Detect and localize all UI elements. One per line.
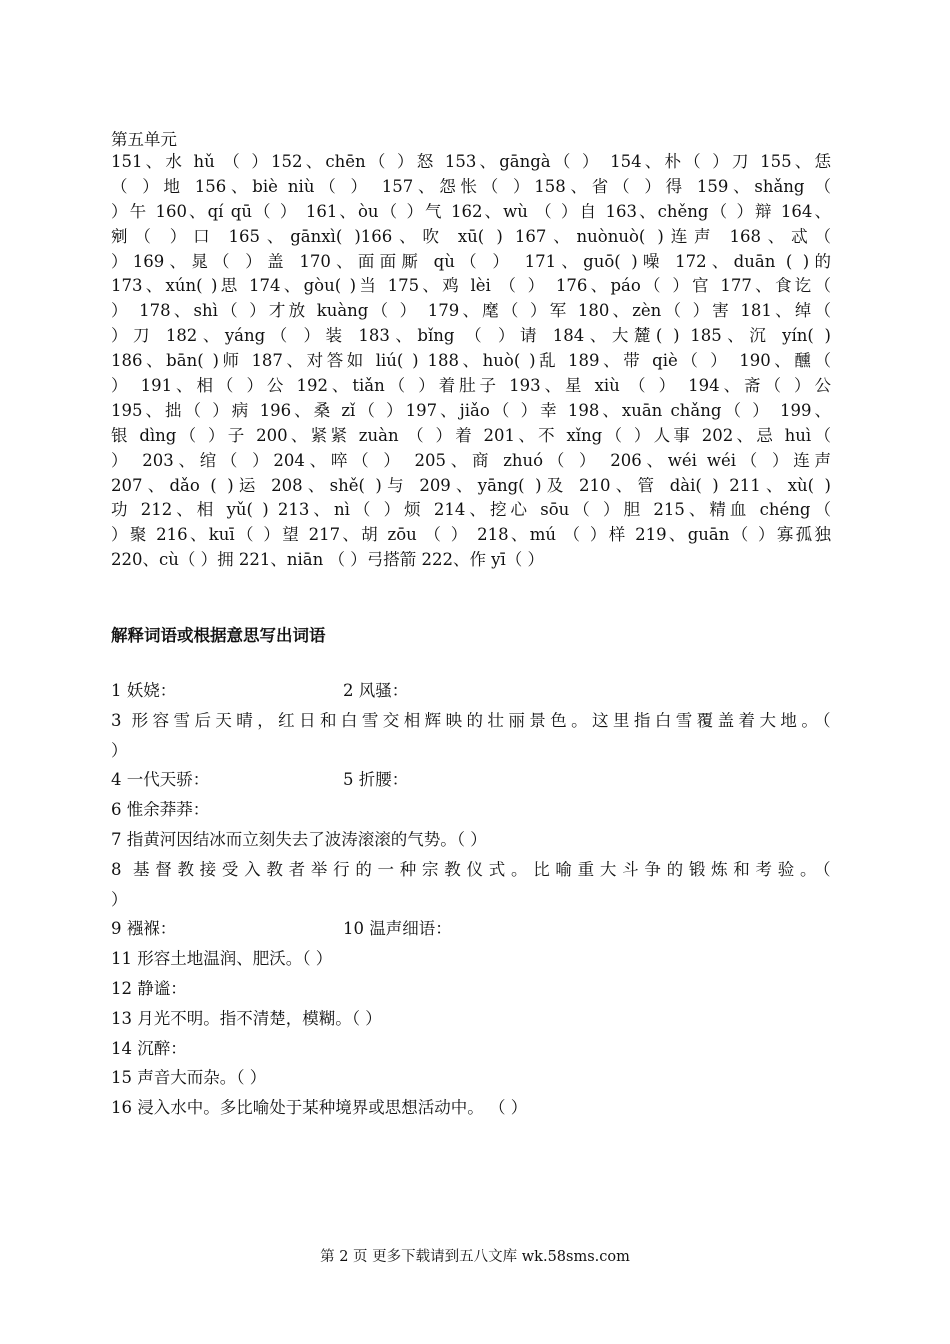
vocab-line: ） 203、绾（ ）204、啐（ ） 205、商 zhuó（ ） 206、wéi wéi（ ）连声 [111,450,831,470]
vocab-line: ）169、晁（ ）盖 170、面面厮 qù（ ） 171、guō( )噪 172、duān ( )的 [111,251,831,271]
definitions-block [111,676,831,1123]
vocab-line: 剜（ ）口 165、gānxì( )166、吹 xū( ) 167、nuònuò( )连声 168、忒（ [111,226,831,246]
vocab-line: （ ）地 156、biè niù（ ） 157、怨怅（ ）158、省（ ）得 159、shǎng （ [111,176,831,196]
vocab-line: 功 212、相 yǔ( ) 213、nì（ ）烦 214、挖心 sōu（ ）胆 215、精血 chéng（ [111,500,831,520]
section-title: 解释词语或根据意思写出词语 [111,626,326,645]
vocab-line: ） 178、shì（ ）才放 kuàng（ ） 179、麾（ ）军 180、zèn（ ）害 181、绰（ [111,301,831,321]
def-row: 15 声音大而杂。（ ） [111,1068,267,1088]
vocab-line: 207、dǎo ( )运 208、shě( )与 209、yāng( )及 210、管 dài( ) 211、xù( ) [111,475,831,495]
def-row: 7 指黄河因结冰而立刻失去了波涛滚滚的气势。（ ） [111,829,487,849]
def-row: 13 月光不明。指不清楚，模糊。（ ） [111,1008,382,1028]
vocab-line: ）刀 182、yáng（ ）装 183、bǐng （ ）请 184、大麓( ) 185、沉 yín( ) [111,326,831,346]
def-row: 11 形容土地温润、肥沃。（ ） [111,949,333,969]
def-item: 9 襁褓： [111,919,177,939]
def-item: 2 风骚： [343,681,409,700]
def-item: 10 温声细语： [343,919,452,939]
def-item: 5 折腰： [343,770,409,790]
def-row [111,765,831,795]
vocab-line: 151、水 hǔ （ ）152、chēn（ ）怒 153、gāngà（ ） 154、朴（ ）刀 155、恁 [111,152,831,171]
def-row: 6 惟余莽莽： [111,800,210,820]
vocab-line: ）聚 216、kuī（ ）望 217、胡 zōu （ ） 218、mú （ ）样 219、guān（ ）寡孤独 [111,525,831,545]
vocab-line: 173、xún( )思 174、gòu( )当 175、鸡 lèi （ ） 176、páo（ ）官 177、食讫（ [111,276,831,296]
vocab-line: ） 191、相（ ）公 192、tiǎn（ ）着肚子 193、星 xiù （ ） 194、斋（ ）公 [111,376,831,396]
def-row: 3 形容雪后天晴，红日和白雪交相辉映的壮丽景色。这里指白雪覆盖着大地。（ [111,710,831,730]
def-row: 14 沉醉： [111,1038,187,1058]
def-row: 12 静谧： [111,978,187,998]
unit-title: 第五单元 [111,130,177,149]
def-row: 16 浸入水中。多比喻处于某种境界或思想活动中。 （ ） [111,1098,528,1118]
vocab-line: 195、拙（ ）病 196、桑 zǐ（ ）197、jiǎo（ ）幸 198、xuān chǎng（ ） 199、 [111,400,831,420]
vocab-exercise-block [111,150,831,573]
vocab-line: ）午 160、qí qū（ ） 161、òu（ ）气 162、wù （ ）自 163、chěng（ ）辩 164、 [111,201,831,221]
vocab-line: 186、bān( )师 187、对答如 liú( ) 188、huò( )乱 189、带 qiè（ ） 190、醺（ [111,351,831,371]
page-footer: 第 2 页 更多下载请到五八文库 wk.58sms.com [320,1249,630,1265]
def-row: ） [111,889,128,909]
vocab-line-last: 220、cù（ ）拥 221、niān （ ）弓搭箭 222、作 yī（ ） [111,550,545,570]
def-row [111,914,831,944]
vocab-line: 银 dìng（ ）子 200、紧紧 zuàn （ ）着 201、不 xǐng（ ）人事 202、忌 huì（ [111,425,831,445]
def-item: 4 一代天骄： [111,770,210,790]
def-item: 1 妖娆： [111,681,177,700]
def-row: 8 基督教接受入教者举行的一种宗教仪式。比喻重大斗争的锻炼和考验。（ [111,859,831,879]
def-row [111,676,831,706]
def-row: ） [111,740,128,760]
